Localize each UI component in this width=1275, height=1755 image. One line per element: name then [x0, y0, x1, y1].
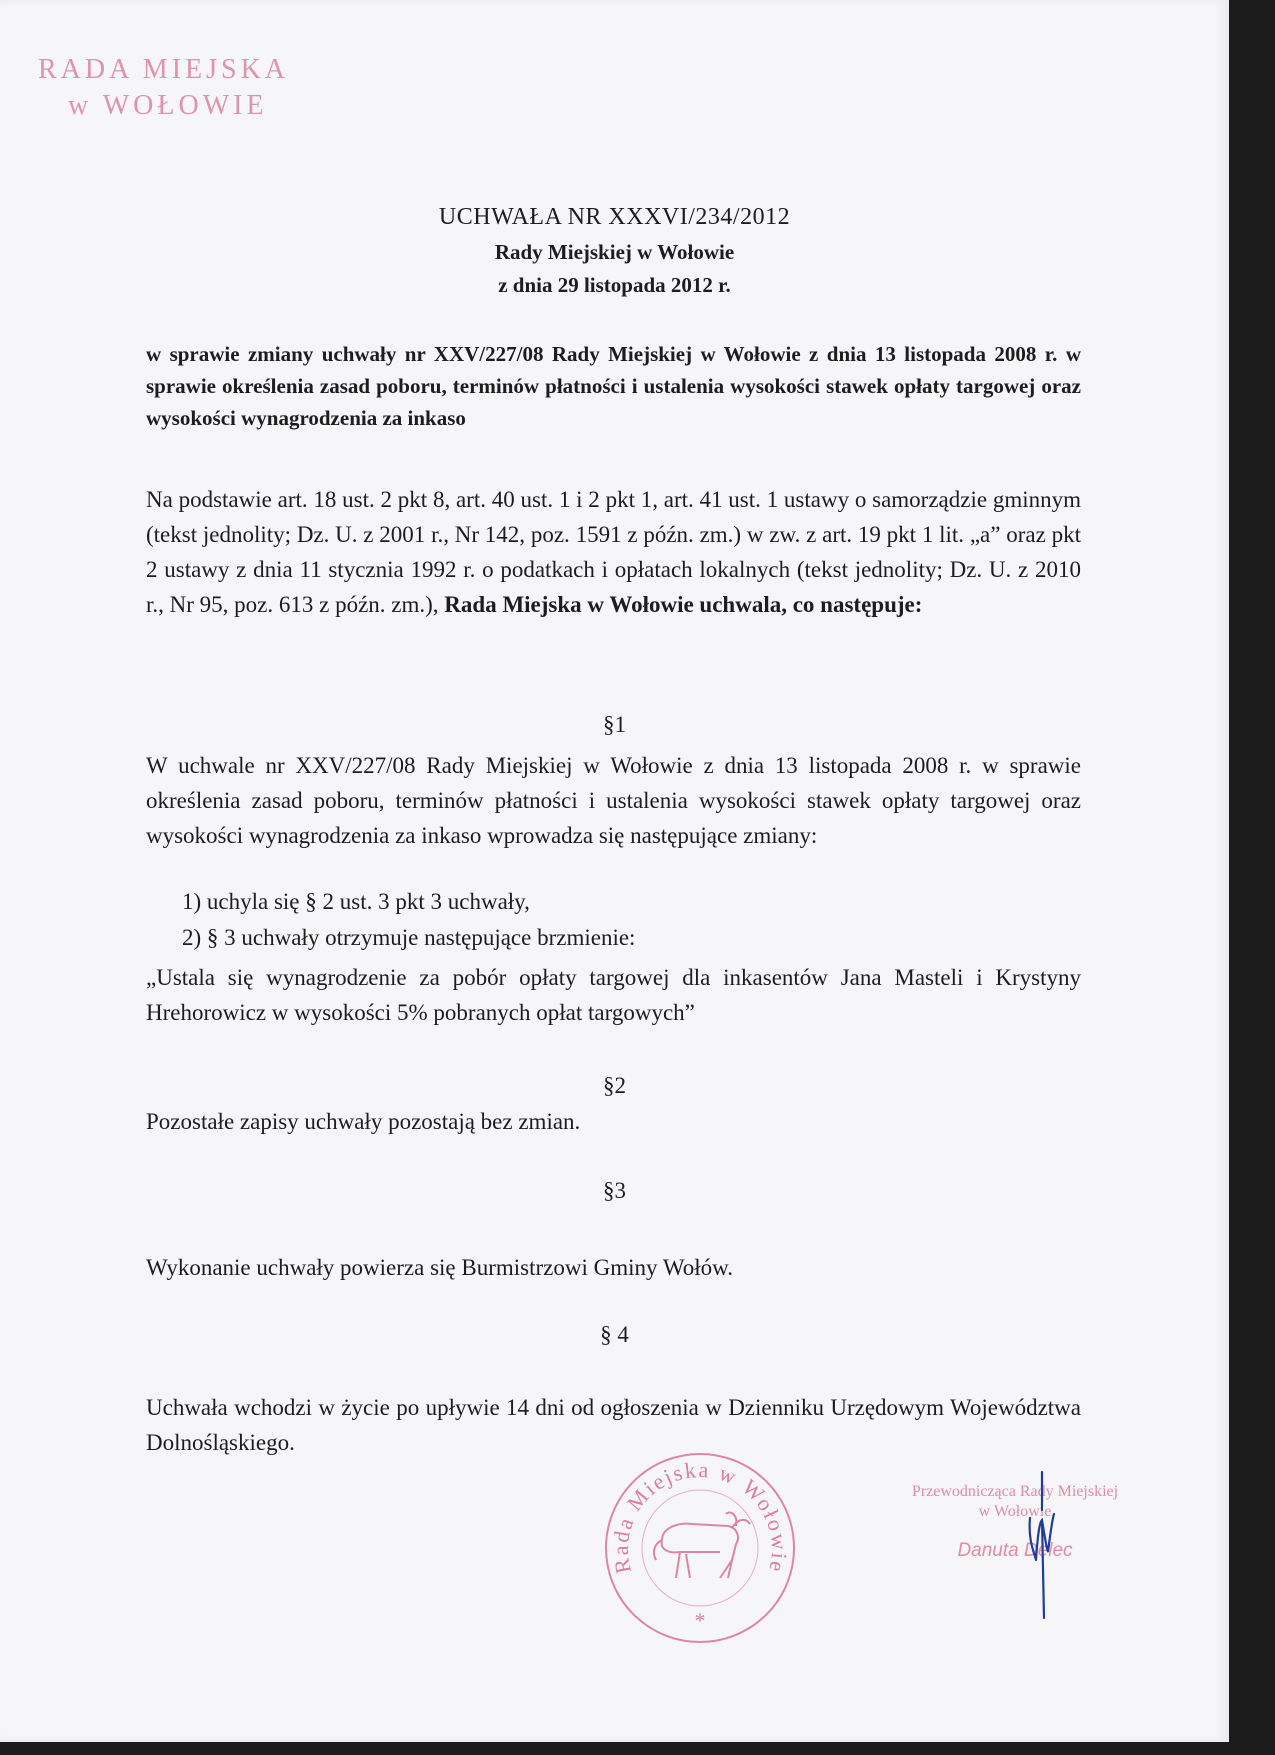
bull-emblem-icon: [654, 1513, 750, 1579]
section-1-item-2: 2) § 3 uchwały otrzymuje następujące brzmienie:: [182, 925, 636, 950]
preamble: [146, 482, 1081, 622]
section-4-text: Uchwała wchodzi w życie po upływie 14 dni od ogłoszenia w Dzienniku Urzędowym Województwa Dolnośląskiego.: [146, 1395, 1081, 1455]
chairwoman-title: Przewodnicząca Rady Miejskiej: [911, 1483, 1119, 1500]
official-seal: [600, 1448, 800, 1648]
section-1-text: W uchwale nr XXV/227/08 Rady Miejskiej w Wołowie z dnia 13 listopada 2008 r. w sprawie określenia zasad poboru, terminów płatności i ustalenia wysokości stawek opłaty targowej oraz wysokości wynagrodzenia za inkaso wprowadza się następujące zmiany:: [146, 753, 1081, 848]
handwritten-signature: [1010, 1470, 1070, 1620]
chairwoman-place: w Wołowie: [978, 1503, 1052, 1520]
section-mark-4: § 4: [600, 1322, 629, 1347]
svg-text:Rada Miejska w Wołowie: [608, 1457, 792, 1576]
section-mark-1: §1: [603, 712, 626, 737]
section-1-quote: „Ustala się wynagrodzenie za pobór opłaty targowej dla inkasentów Jana Masteli i Krystyny Hrehorowicz w wysokości 5% pobranych opłat targowych”: [146, 965, 1081, 1025]
preamble-bold: Rada Miejska w Wołowie uchwala, co następuje:: [444, 592, 923, 617]
stamp-line-1: RADA MIEJSKA: [38, 54, 290, 85]
section-1-item-1: 1) uchyla się § 2 ust. 3 pkt 3 uchwały,: [182, 889, 530, 914]
resolution-issuer: Rady Miejskiej w Wołowie: [494, 240, 735, 264]
section-mark-3: §3: [603, 1178, 626, 1203]
section-2-text: Pozostałe zapisy uchwały pozostają bez zmian.: [146, 1109, 581, 1134]
stamp-line-2: w WOŁOWIE: [68, 90, 268, 121]
seal-text: Rada Miejska w Wołowie: [607, 1456, 793, 1577]
resolution-subject: w sprawie zmiany uchwały nr XXV/227/08 Rady Miejskiej w Wołowie z dnia 13 listopada 2008 r. w sprawie określenia zasad poboru, terminów płatności i ustalenia wysokości stawek opłaty targowej oraz wysokości wynagrodzenia za inkaso: [146, 342, 1081, 430]
section-3-text: Wykonanie uchwały powierza się Burmistrzowi Gminy Wołów.: [146, 1255, 733, 1280]
council-header-stamp: [38, 52, 289, 124]
resolution-title: UCHWAŁA NR XXXVI/234/2012: [438, 204, 791, 230]
preamble-text: Na podstawie art. 18 ust. 2 pkt 8, art. 40 ust. 1 i 2 pkt 1, art. 41 ust. 1 ustawy o samorządzie gminnym (tekst jednolity; Dz. U. z 2001 r., Nr 142, poz. 1591 z późn. zm.) w zw. z art. 19 pkt 1 lit. „a” oraz pkt 2 ustawy z dnia 11 stycznia 1992 r. o podatkach i opłatach lokalnych (tekst jednolity; Dz. U. z 2010 r., Nr 95, poz. 613 z późn. zm.),: [146, 487, 1081, 617]
resolution-date: z dnia 29 listopada 2012 r.: [498, 273, 731, 297]
seal-star: *: [694, 1608, 706, 1633]
section-mark-2: §2: [603, 1073, 626, 1098]
chairwoman-name: Danuta Delec: [957, 1540, 1073, 1561]
